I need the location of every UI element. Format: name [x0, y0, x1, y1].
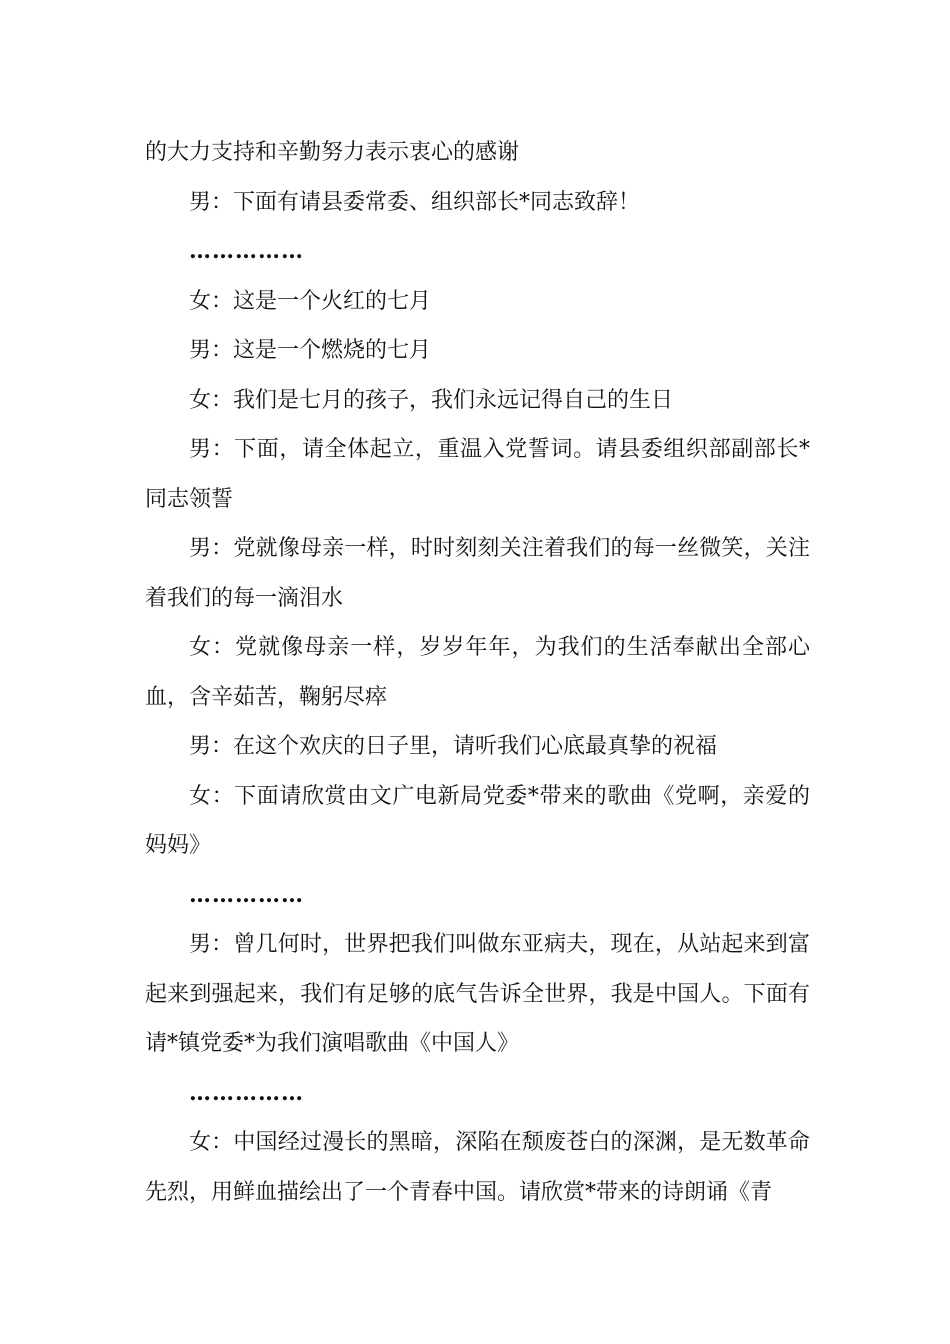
paragraph-5: 女：我们是七月的孩子，我们永远记得自己的生日 — [189, 387, 674, 413]
paragraph-6: 男：下面，请全体起立，重温入党誓词。请县委组织部副部长*同志领誓 — [145, 437, 810, 512]
ellipsis-separator-1: …………… — [189, 238, 304, 264]
paragraph-12: 女：中国经过漫长的黑暗，深陷在颓废苍白的深渊，是无数革命先烈，用鲜血描绘出了一个青春中国。请欣赏*带来的诗朗诵《青 — [145, 1130, 810, 1205]
paragraph-3: 女：这是一个火红的七月 — [189, 288, 432, 314]
document-body — [145, 128, 810, 1217]
paragraph-7: 男：党就像母亲一样，时时刻刻关注着我们的每一丝微笑，关注着我们的每一滴泪水 — [145, 536, 810, 611]
paragraph-10: 女：下面请欣赏由文广电新局党委*带来的歌曲《党啊，亲爱的妈妈》 — [145, 783, 810, 858]
paragraph-2: 男：下面有请县委常委、组织部长*同志致辞！ — [189, 189, 641, 215]
paragraph-11: 男：曾几何时，世界把我们叫做东亚病夫，现在，从站起来到富起来到强起来，我们有足够的底气告诉全世界，我是中国人。下面有请*镇党委*为我们演唱歌曲《中国人》 — [145, 932, 810, 1056]
paragraph-9: 男：在这个欢庆的日子里，请听我们心底最真挚的祝福 — [189, 734, 718, 759]
paragraph-1: 的大力支持和辛勤努力表示衷心的感谢 — [145, 140, 520, 165]
paragraph-8: 女：党就像母亲一样，岁岁年年，为我们的生活奉献出全部心血，含辛茹苦，鞠躬尽瘁 — [145, 635, 810, 710]
paragraph-4: 男：这是一个燃烧的七月 — [189, 338, 432, 363]
ellipsis-separator-2: …………… — [189, 881, 304, 908]
ellipsis-separator-3: …………… — [189, 1079, 304, 1106]
